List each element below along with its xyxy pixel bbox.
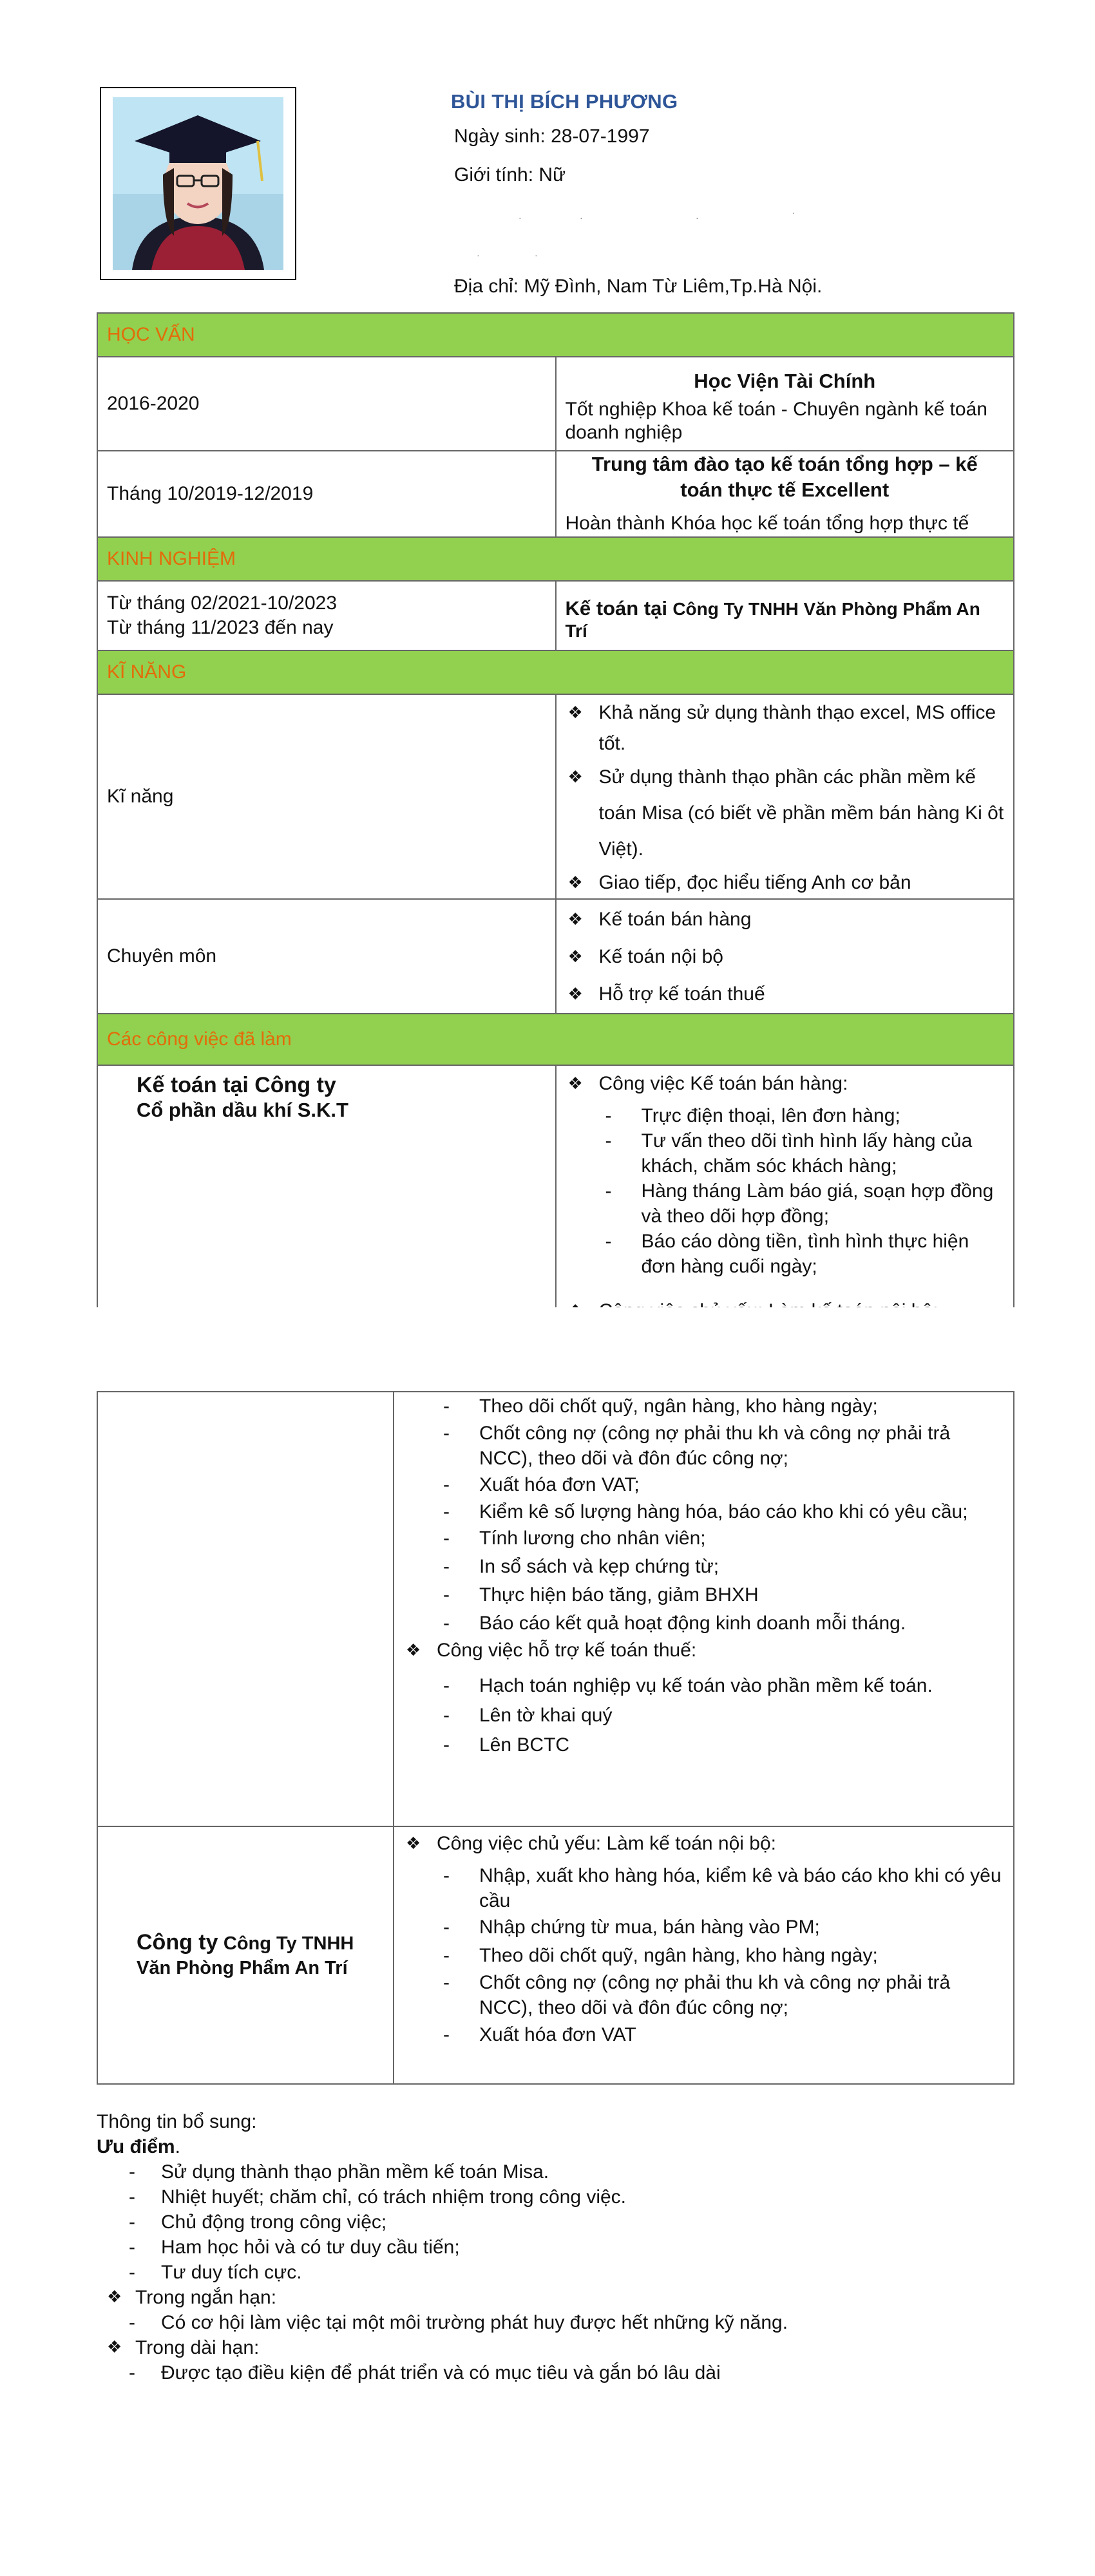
job1-continued-title-cell — [97, 1392, 394, 1826]
skills-section-header: KĨ NĂNG — [97, 650, 1014, 694]
task-item: - Trực điện thoại, lên đơn hàng; — [566, 1103, 1005, 1128]
skill-item: ❖ Giao tiếp, đọc hiểu tiếng Anh cơ bản — [566, 867, 1005, 898]
task-heading: ❖ Công việc Kế toán bán hàng: — [566, 1068, 1005, 1099]
school-name: Học Viện Tài Chính — [694, 370, 876, 392]
education-section-header: HỌC VẤN — [97, 313, 1014, 357]
task-item: - Lên BCTC — [403, 1730, 1004, 1760]
short-term-goal-item: - Có cơ hội làm việc tại một môi trường phát huy được hết những kỹ năng. — [97, 2310, 998, 2335]
task-item: - Nhập chứng từ mua, bán hàng vào PM; — [403, 1913, 1004, 1942]
task-item: - Tính lương cho nhân viên; — [403, 1524, 1004, 1553]
strengths-label: Ưu điểm — [97, 2136, 175, 2157]
gender: Giới tính: Nữ — [454, 164, 566, 185]
skills-label: Kĩ năng — [97, 694, 556, 899]
job2-head — [403, 1831, 1004, 1857]
experience-role — [556, 581, 1014, 650]
major-item: ❖ Kế toán bán hàng — [566, 901, 1005, 938]
additional-info-title: Thông tin bổ sung: — [97, 2111, 257, 2132]
date-of-birth: Ngày sinh: 28-07-1997 — [454, 126, 650, 147]
strengths-list — [97, 2159, 998, 2285]
major-item: ❖ Hỗ trợ kế toán thuế — [566, 976, 1005, 1013]
strength-item: - Tư duy tích cực. — [97, 2260, 998, 2285]
cv-table-page-1 — [97, 312, 1014, 1358]
major-list-cell — [556, 899, 1014, 1014]
company-name: Công Ty TNHH Văn Phòng Phẩm An Trí — [565, 599, 980, 641]
task-heading: ❖ Công việc hỗ trợ kế toán thuế: — [403, 1638, 1004, 1663]
task-item: - Hạch toán nghiệp vụ kế toán vào phần mềm kế toán. — [403, 1671, 1004, 1701]
strength-item: - Chủ động trong công việc; — [97, 2210, 998, 2235]
education-period: Tháng 10/2019-12/2019 — [97, 451, 556, 537]
task-item: - Thực hiện báo tăng, giảm BHXH — [403, 1581, 1004, 1609]
education-detail: Tốt nghiệp Khoa kế toán - Chuyên ngành kế toán doanh nghiệp — [565, 399, 987, 443]
education-entry — [556, 451, 1014, 537]
job1-tax-head — [403, 1638, 1004, 1663]
education-entry — [556, 357, 1014, 451]
task-item: - Xuất hóa đơn VAT; — [403, 1471, 1004, 1499]
jobs-section-header: Các công việc đã làm — [97, 1014, 1014, 1065]
skills-list-cell — [556, 694, 1014, 899]
task-item: - Hàng tháng Làm báo giá, soạn hợp đồng và theo dõi hợp đồng; — [566, 1179, 1005, 1229]
task-item: - Tư vấn theo dõi tình hình lấy hàng của khách, chăm sóc khách hàng; — [566, 1128, 1005, 1179]
job1-tax-items — [403, 1671, 1004, 1760]
candidate-name: BÙI THỊ BÍCH PHƯƠNG — [451, 90, 678, 113]
job1-internal-items — [403, 1392, 1004, 1638]
major-list — [566, 901, 1005, 1013]
task-heading: ❖ Công việc chủ yếu: Làm kế toán nội bộ: — [403, 1831, 1004, 1857]
short-term-goal-label: ❖ Trong ngắn hạn: — [97, 2285, 998, 2310]
task-item: - Báo cáo dòng tiền, tình hình thực hiện đơn hàng cuối ngày; — [566, 1229, 1005, 1279]
artifact-dot: · — [519, 213, 522, 223]
artifact-dot: · — [535, 250, 538, 260]
task-item: - In sổ sách và kẹp chứng từ; — [403, 1553, 1004, 1581]
skills-list — [566, 697, 1005, 898]
page-2 — [0, 1391, 1095, 2576]
artifact-dot: · — [792, 207, 795, 218]
address: Địa chỉ: Mỹ Đình, Nam Từ Liêm,Tp.Hà Nội. — [454, 276, 823, 297]
experience-period-1: Từ tháng 02/2021-10/2023 — [107, 592, 338, 614]
job2-company: Công Ty TNHH Văn Phòng Phẩm An Trí — [137, 1933, 354, 1978]
experience-period-2: Từ tháng 11/2023 đến nay — [107, 617, 334, 638]
task-item: - Theo dõi chốt quỹ, ngân hàng, kho hàng ngày; — [403, 1942, 1004, 1970]
task-item: - Báo cáo kết quả hoạt động kinh doanh mỗi tháng. — [403, 1609, 1004, 1638]
page-gap — [0, 1307, 1095, 1391]
education-detail: Hoàn thành Khóa học kế toán tổng hợp thực tế — [565, 513, 969, 534]
additional-info: Thông tin bổ sung: Ưu điểm. - Sử dụng thành thạo phần mềm kế toán Misa. - Nhiệt huyết; chăm chỉ, có trách nhiệm trong công việc. - Chủ động trong công việc; - Ham học hỏi và có tư duy cầu tiến; - Tư duy tích cực. ❖ Trong ngắn hạn: - Có cơ hội làm việc tại một môi trường phát huy được hết những kỹ năng. ❖ Trong dài hạn: - Được tạo điều kiện để phát triển và có mục tiêu và gắn bó lâu dài — [97, 2109, 998, 2385]
task-item: - Nhập, xuất kho hàng hóa, kiểm kê và báo cáo kho khi có yêu cầu — [403, 1863, 1004, 1913]
task-item: - Lên tờ khai quý — [403, 1701, 1004, 1730]
cv-table-page-2 — [97, 1391, 1014, 2085]
role-prefix: Kế toán tại — [565, 597, 667, 620]
short-term-goal-list — [97, 2310, 998, 2335]
major-label: Chuyên môn — [97, 899, 556, 1014]
profile-photo-frame — [100, 87, 296, 280]
job1-sales-items — [566, 1103, 1005, 1279]
task-item: - Kiểm kê số lượng hàng hóa, báo cáo kho khi có yêu cầu; — [403, 1499, 1004, 1524]
strength-item: - Nhiệt huyết; chăm chỉ, có trách nhiệm trong công việc. — [97, 2184, 998, 2210]
skill-item: ❖ Sử dụng thành thạo phần các phần mềm kế toán Misa (có biết về phần mềm bán hàng Ki ôt Việt). — [566, 759, 1005, 867]
task-item: - Xuất hóa đơn VAT — [403, 2020, 1004, 2050]
profile-photo — [113, 97, 283, 270]
experience-section-header: KINH NGHIỆM — [97, 537, 1014, 581]
job2-title-cell — [97, 1826, 394, 2084]
artifact-dot: · — [580, 213, 583, 223]
strength-item: - Ham học hỏi và có tư duy cầu tiến; — [97, 2235, 998, 2260]
school-name: Trung tâm đào tạo kế toán tổng hợp – kế toán thực tế Excellent — [591, 453, 978, 501]
long-term-goal-item: - Được tạo điều kiện để phát triển và có mục tiêu và gắn bó lâu dài — [97, 2360, 998, 2385]
long-term-goal-list — [97, 2360, 998, 2385]
graduate-portrait-image — [113, 97, 283, 270]
job2-title-prefix: Công ty — [137, 1930, 218, 1955]
job1-sales-list — [566, 1068, 1005, 1099]
job1-continued-tasks-cell — [394, 1392, 1014, 1826]
job1-title-line1: Kế toán tại Công ty — [137, 1073, 336, 1097]
education-period: 2016-2020 — [97, 357, 556, 451]
strength-item: - Sử dụng thành thạo phần mềm kế toán Misa. — [97, 2159, 998, 2184]
job2-tasks-cell — [394, 1826, 1014, 2084]
artifact-dot: · — [696, 213, 699, 223]
task-item: - Theo dõi chốt quỹ, ngân hàng, kho hàng ngày; — [403, 1392, 1004, 1421]
task-item: - Chốt công nợ (công nợ phải thu kh và công nợ phải trả NCC), theo dõi và đôn đúc công nợ; — [403, 1970, 1004, 2020]
task-item: - Chốt công nợ (công nợ phải thu kh và công nợ phải trả NCC), theo dõi và đôn đúc công nợ; — [403, 1421, 1004, 1471]
skill-item: ❖ Khả năng sử dụng thành thạo excel, MS office tốt. — [566, 697, 1005, 759]
experience-periods — [97, 581, 556, 650]
job1-title-line2: Cổ phần dầu khí S.K.T — [137, 1099, 348, 1121]
major-item: ❖ Kế toán nội bộ — [566, 938, 1005, 976]
artifact-dot: · — [477, 250, 480, 260]
long-term-goal-label: ❖ Trong dài hạn: — [97, 2335, 998, 2360]
job2-items — [403, 1863, 1004, 2050]
